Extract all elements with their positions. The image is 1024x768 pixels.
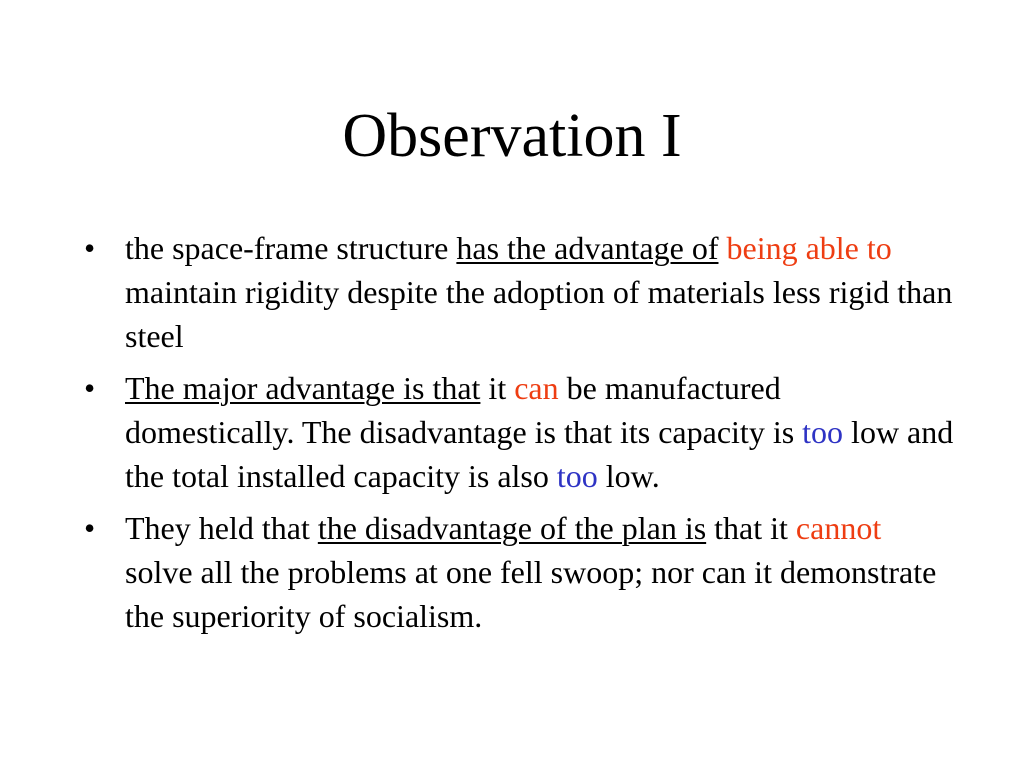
underlined-phrase: the disadvantage of the plan is [317,510,707,546]
red-emphasis-word: cannot [795,510,882,546]
bullet-dot-icon: • [84,230,96,266]
bullet-text-segment: They held that [125,510,318,546]
bullet-text-segment: be manufactured domestically. The disadvantage is that its capacity is [125,370,803,450]
bullet-text-segment: that it [706,510,796,546]
bullet-dot-icon: • [84,510,96,546]
bullet-text-segment: low and the total installed capacity is also [125,414,954,494]
bullet-text-segment: the space-frame structure [125,230,457,266]
underlined-phrase: has the advantage of [456,230,719,266]
bullet-item-3 [84,506,954,638]
slide-title: Observation I [342,102,682,170]
bullet-item-2 [84,366,954,498]
bullet-text-segment: solve all the problems at one fell swoop; nor can it demonstrate the superiority of socialism. [125,554,937,634]
bullet-text-segment: it [480,370,515,406]
bullet-dot-icon: • [84,370,96,406]
red-emphasis-phrase: being able to [726,230,892,266]
red-emphasis-word: can [514,370,559,406]
bullet-text-segment: maintain rigidity despite the adoption of materials less rigid than steel [125,274,953,354]
bullet-item-1 [84,226,954,358]
blue-emphasis-word: too [802,414,844,450]
blue-emphasis-word: too [556,458,598,494]
bullet-text-segment: low. [597,458,660,494]
bullet-list [84,226,954,646]
underlined-phrase: The major advantage is that [125,370,481,406]
